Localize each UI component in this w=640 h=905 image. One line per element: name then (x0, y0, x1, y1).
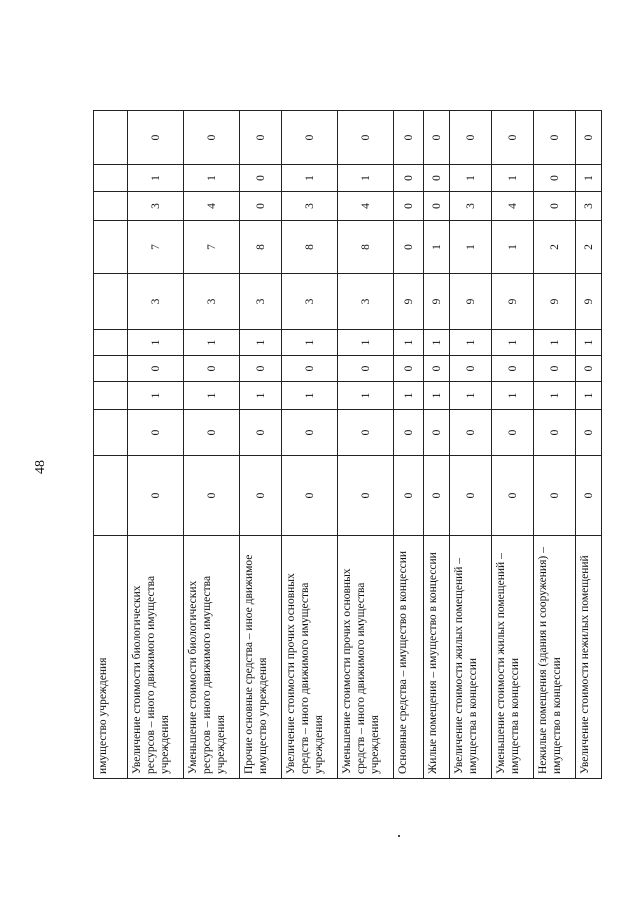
table-cell: 1 (338, 165, 394, 192)
scan-speck (398, 835, 400, 837)
row-label: Уменьшение стоимости биологических ресурсов – иного движимого имущества учреждения (184, 536, 240, 779)
table-cell: 8 (282, 221, 338, 274)
table-cell: 1 (450, 221, 492, 274)
table-row (128, 111, 184, 779)
table-cell: 0 (492, 410, 534, 456)
table-cell: 7 (128, 221, 184, 274)
table-cell: 1 (128, 330, 184, 356)
table-cell: 0 (128, 356, 184, 382)
table-cell: 0 (240, 111, 282, 165)
table-cell: 0 (240, 356, 282, 382)
table-cell: 0 (184, 456, 240, 536)
table-cell: 1 (338, 330, 394, 356)
table-cell: 1 (492, 330, 534, 356)
table-cell: 0 (338, 456, 394, 536)
table-cell: 0 (394, 192, 424, 221)
table-cell: 0 (424, 111, 450, 165)
table-cell: 0 (394, 165, 424, 192)
table-cell: 0 (492, 356, 534, 382)
table-cell: 1 (576, 330, 602, 356)
table-cell: 0 (576, 456, 602, 536)
table-cell (94, 221, 128, 274)
row-label: Увеличение стоимости прочих основных средств – иного движимого имущества учреждения (282, 536, 338, 779)
table-cell: 1 (184, 165, 240, 192)
table-cell: 1 (424, 221, 450, 274)
table-cell: 1 (394, 330, 424, 356)
table-cell: 1 (282, 330, 338, 356)
table-cell (94, 192, 128, 221)
table-cell: 0 (450, 111, 492, 165)
table-cell: 1 (240, 382, 282, 410)
table-cell: 1 (282, 382, 338, 410)
table-cell: 1 (534, 382, 576, 410)
row-label: Прочие основные средства – иное движимое имущество учреждения (240, 536, 282, 779)
table-cell: 0 (394, 111, 424, 165)
table-cell: 1 (534, 330, 576, 356)
table-cell: 0 (282, 410, 338, 456)
table-row (282, 111, 338, 779)
table-cell: 0 (184, 410, 240, 456)
table-cell: 0 (128, 410, 184, 456)
table-cell: 1 (576, 382, 602, 410)
table-cell: 7 (184, 221, 240, 274)
table-row (240, 111, 282, 779)
table-cell: 3 (282, 274, 338, 330)
row-label: Увеличение стоимости биологических ресурсов – иного движимого имущества учреждения (128, 536, 184, 779)
table-cell: 1 (492, 221, 534, 274)
table-cell: 4 (184, 192, 240, 221)
row-label: Нежилые помещения (здания и сооружения) – имущество в концессии (534, 536, 576, 779)
table-cell: 0 (492, 456, 534, 536)
table-cell: 8 (240, 221, 282, 274)
table-body (94, 111, 602, 779)
table-cell: 0 (128, 456, 184, 536)
table-cell: 0 (240, 165, 282, 192)
table-cell (94, 410, 128, 456)
table-cell: 1 (184, 330, 240, 356)
table-row (492, 111, 534, 779)
table-cell (94, 356, 128, 382)
table-cell: 0 (576, 410, 602, 456)
table-cell: 1 (282, 165, 338, 192)
table-cell: 3 (128, 274, 184, 330)
table-cell: 0 (534, 111, 576, 165)
row-label: Жилые помещения – имущество в концессии (424, 536, 450, 779)
table-cell: 1 (184, 382, 240, 410)
table-cell: 0 (338, 356, 394, 382)
table-cell: 0 (424, 356, 450, 382)
table-cell: 1 (450, 165, 492, 192)
table-cell: 0 (534, 456, 576, 536)
table-cell: 0 (424, 410, 450, 456)
table-cell: 0 (394, 221, 424, 274)
table-row (424, 111, 450, 779)
table-row (338, 111, 394, 779)
table-cell: 0 (534, 410, 576, 456)
table-cell: 9 (576, 274, 602, 330)
table-cell: 9 (450, 274, 492, 330)
table-row (94, 111, 128, 779)
page-number: 48 (33, 460, 48, 474)
table-cell: 3 (282, 192, 338, 221)
table-cell: 1 (450, 382, 492, 410)
table-cell: 1 (576, 165, 602, 192)
table-cell: 8 (338, 221, 394, 274)
table-cell: 0 (450, 410, 492, 456)
row-label: Уменьшение стоимости прочих основных средств – иного движимого имущества учреждения (338, 536, 394, 779)
table-row (394, 111, 424, 779)
table-cell: 1 (128, 382, 184, 410)
table-cell: 1 (492, 382, 534, 410)
table-cell: 2 (576, 221, 602, 274)
table-cell: 0 (240, 192, 282, 221)
table-row (576, 111, 602, 779)
table-cell: 0 (128, 111, 184, 165)
table-cell: 3 (338, 274, 394, 330)
table-cell: 9 (492, 274, 534, 330)
table-cell: 1 (128, 165, 184, 192)
table-cell (94, 274, 128, 330)
table-cell: 0 (240, 456, 282, 536)
row-label: Основные средства – имущество в концессии (394, 536, 424, 779)
table-cell: 3 (576, 192, 602, 221)
table-cell: 2 (534, 221, 576, 274)
row-label: Уменьшение стоимости жилых помещений – имущества в концессии (492, 536, 534, 779)
table-cell (94, 165, 128, 192)
accounts-table (93, 110, 602, 779)
table-cell: 1 (492, 165, 534, 192)
table-cell: 3 (240, 274, 282, 330)
table-cell: 0 (240, 410, 282, 456)
table-cell (94, 382, 128, 410)
table-cell: 0 (184, 111, 240, 165)
row-label: имущество учреждения (94, 536, 128, 779)
table-cell: 0 (184, 356, 240, 382)
table-cell: 0 (394, 356, 424, 382)
table-cell: 0 (282, 111, 338, 165)
table-row (184, 111, 240, 779)
table-cell: 3 (128, 192, 184, 221)
table-cell (94, 111, 128, 165)
table-cell: 0 (424, 192, 450, 221)
table-cell: 1 (338, 382, 394, 410)
rotated-table-wrapper (93, 131, 593, 779)
table-cell: 9 (394, 274, 424, 330)
table-cell: 3 (450, 192, 492, 221)
table-cell: 9 (534, 274, 576, 330)
table-cell: 0 (424, 456, 450, 536)
table-cell: 0 (576, 111, 602, 165)
table-cell: 0 (492, 111, 534, 165)
table-cell: 0 (338, 410, 394, 456)
table-row (450, 111, 492, 779)
table-cell: 0 (338, 111, 394, 165)
table-cell: 0 (394, 410, 424, 456)
table-cell: 1 (424, 330, 450, 356)
table-cell: 0 (282, 356, 338, 382)
table-cell: 4 (492, 192, 534, 221)
table-cell: 0 (534, 192, 576, 221)
table-row (534, 111, 576, 779)
table-cell: 0 (424, 165, 450, 192)
table-cell: 0 (394, 456, 424, 536)
table-cell: 1 (450, 330, 492, 356)
table-cell (94, 456, 128, 536)
table-cell: 4 (338, 192, 394, 221)
row-label: Увеличение стоимости жилых помещений – имущества в концессии (450, 536, 492, 779)
table-cell: 0 (534, 165, 576, 192)
table-cell: 3 (184, 274, 240, 330)
table-cell: 0 (450, 356, 492, 382)
table-cell: 0 (576, 356, 602, 382)
table-cell: 9 (424, 274, 450, 330)
row-label: Увеличение стоимости нежилых помещений (576, 536, 602, 779)
table-cell: 0 (534, 356, 576, 382)
table-cell: 0 (282, 456, 338, 536)
table-cell: 1 (394, 382, 424, 410)
table-cell: 1 (240, 330, 282, 356)
table-cell: 1 (424, 382, 450, 410)
table-cell (94, 330, 128, 356)
table-cell: 0 (450, 456, 492, 536)
